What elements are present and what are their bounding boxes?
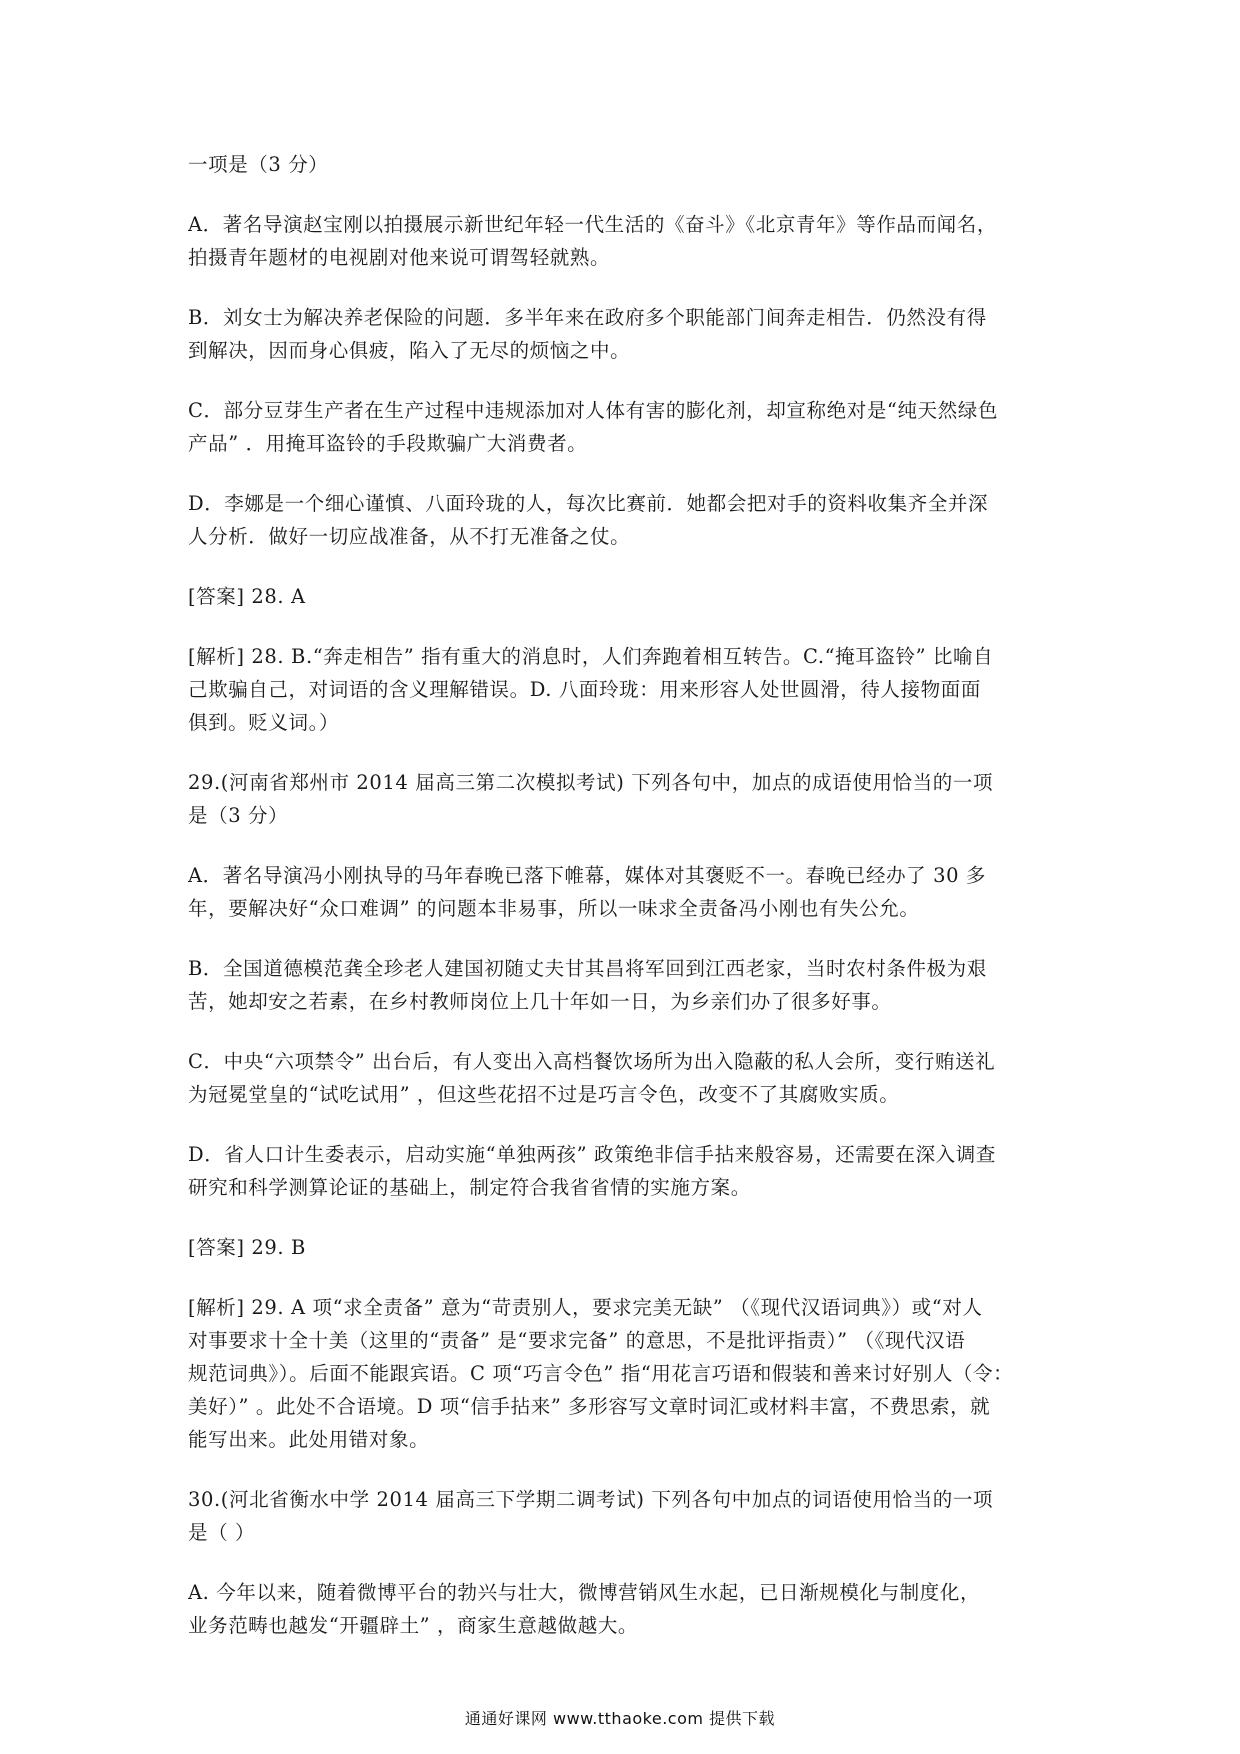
paragraph (188, 301, 1058, 367)
text-line: 为冠冕堂皇的“试吃试用” ，但这些花招不过是巧言令色，改变不了其腐败实质。 (188, 1083, 900, 1106)
paragraph (188, 148, 1058, 181)
text-line: 美好）” 。此处不合语境。D 项“信手拈来” 多形容写文章时词汇或材料丰富，不费思索，就 (188, 1395, 991, 1418)
paragraph (188, 487, 1058, 553)
text-line: [答案] 28. A (188, 585, 306, 608)
text-line: 业务范畴也越发“开疆辟土” ，商家生意越做越大。 (188, 1614, 639, 1637)
text-line: A．著名导演冯小刚执导的马年春晚已落下帷幕，媒体对其褒贬不一。春晚已经办了 30 多 (188, 864, 986, 887)
text-line: C．部分豆芽生产者在生产过程中违规添加对人体有害的膨化剂，却宣称绝对是“纯天然绿色 (188, 399, 998, 422)
paragraph (188, 1576, 1058, 1642)
text-line: 苦，她却安之若素，在乡村教师岗位上几十年如一日，为乡亲们办了很多好事。 (188, 990, 892, 1013)
text-line: 是（ ） (188, 1521, 256, 1544)
question-paragraph (188, 1483, 1058, 1549)
text-line: 研究和科学测算论证的基础上，制定符合我省省情的实施方案。 (188, 1176, 751, 1199)
text-line: B．刘女士为解决养老保险的问题．多半年来在政府多个职能部门间奔走相告．仍然没有得 (188, 306, 987, 329)
paragraph (188, 952, 1058, 1018)
text-line: A. 今年以来，随着微博平台的勃兴与壮大，微博营销风生水起，已日渐规模化与制度化， (188, 1581, 981, 1604)
text-line: C．中央“六项禁令” 出台后，有人变出入高档餐饮场所为出入隐蔽的私人会所，变行贿送礼 (188, 1050, 996, 1073)
text-line: 到解决，因而身心俱疲，陷入了无尽的烦恼之中。 (188, 339, 631, 362)
text-line: 是（3 分） (188, 804, 289, 827)
text-line: 拍摄青年题材的电视剧对他来说可谓驾轻就熟。 (188, 246, 611, 269)
document-body (188, 148, 1058, 1669)
text-line: [解析] 29. A 项“求全责备” 意为“苛责别人，要求完美无缺” （《现代汉语词典》）或“对人 (188, 1296, 983, 1319)
answer-paragraph (188, 580, 1058, 613)
text-line: 俱到。贬义词。） (188, 711, 340, 734)
text-line: 规范词典》）。后面不能跟宾语。C 项“巧言令色” 指“用花言巧语和假装和善来讨好别人（令： (188, 1362, 1014, 1385)
text-line: D．省人口计生委表示，启动实施“单独两孩” 政策绝非信手拈来般容易，还需要在深入调查 (188, 1143, 996, 1166)
paragraph (188, 208, 1058, 274)
text-line: 对事要求十全十美（这里的“责备” 是“要求完备” 的意思，不是批评指责）” （《现代汉语 (188, 1329, 966, 1352)
text-line: A．著名导演赵宝刚以拍摄展示新世纪年轻一代生活的《奋斗》《北京青年》等作品而闻名， (188, 213, 997, 236)
text-line: 30.(河北省衡水中学 2014 届高三下学期二调考试) 下列各句中加点的词语使用恰当的一项 (188, 1488, 994, 1511)
text-line: 产品” ．用掩耳盗铃的手段欺骗广大消费者。 (188, 432, 588, 455)
paragraph (188, 859, 1058, 925)
answer-paragraph (188, 1231, 1058, 1264)
analysis-paragraph (188, 640, 1058, 739)
text-line: 己欺骗自己，对词语的含义理解错误。D. 八面玲珑：用来形容人处世圆滑，待人接物面面 (188, 678, 981, 701)
page-footer: 通通好课网 www.tthaoke.com 提供下载 (464, 1709, 776, 1728)
paragraph (188, 394, 1058, 460)
text-line: 人分析．做好一切应战准备，从不打无准备之仗。 (188, 525, 631, 548)
paragraph (188, 1045, 1058, 1111)
analysis-paragraph (188, 1291, 1058, 1456)
text-line: 一项是（3 分） (188, 153, 329, 176)
text-line: [答案] 29. B (188, 1236, 306, 1259)
question-paragraph (188, 766, 1058, 832)
text-line: 年，要解决好“众口难调” 的问题本非易事，所以一味求全责备冯小刚也有失公允。 (188, 897, 920, 920)
text-line: B．全国道德模范龚全珍老人建国初随丈夫甘其昌将军回到江西老家，当时农村条件极为艰 (188, 957, 987, 980)
text-line: 能写出来。此处用错对象。 (188, 1428, 430, 1451)
paragraph (188, 1138, 1058, 1204)
text-line: [解析] 28. B.“奔走相告” 指有重大的消息时，人们奔跑着相互转告。C.“掩耳盗铃” 比喻自 (188, 645, 994, 668)
text-line: 29.(河南省郑州市 2014 届高三第二次模拟考试) 下列各句中，加点的成语使用恰当的一项 (188, 771, 994, 794)
text-line: D．李娜是一个细心谨慎、八面玲珑的人，每次比赛前．她都会把对手的资料收集齐全并深 (188, 492, 989, 515)
